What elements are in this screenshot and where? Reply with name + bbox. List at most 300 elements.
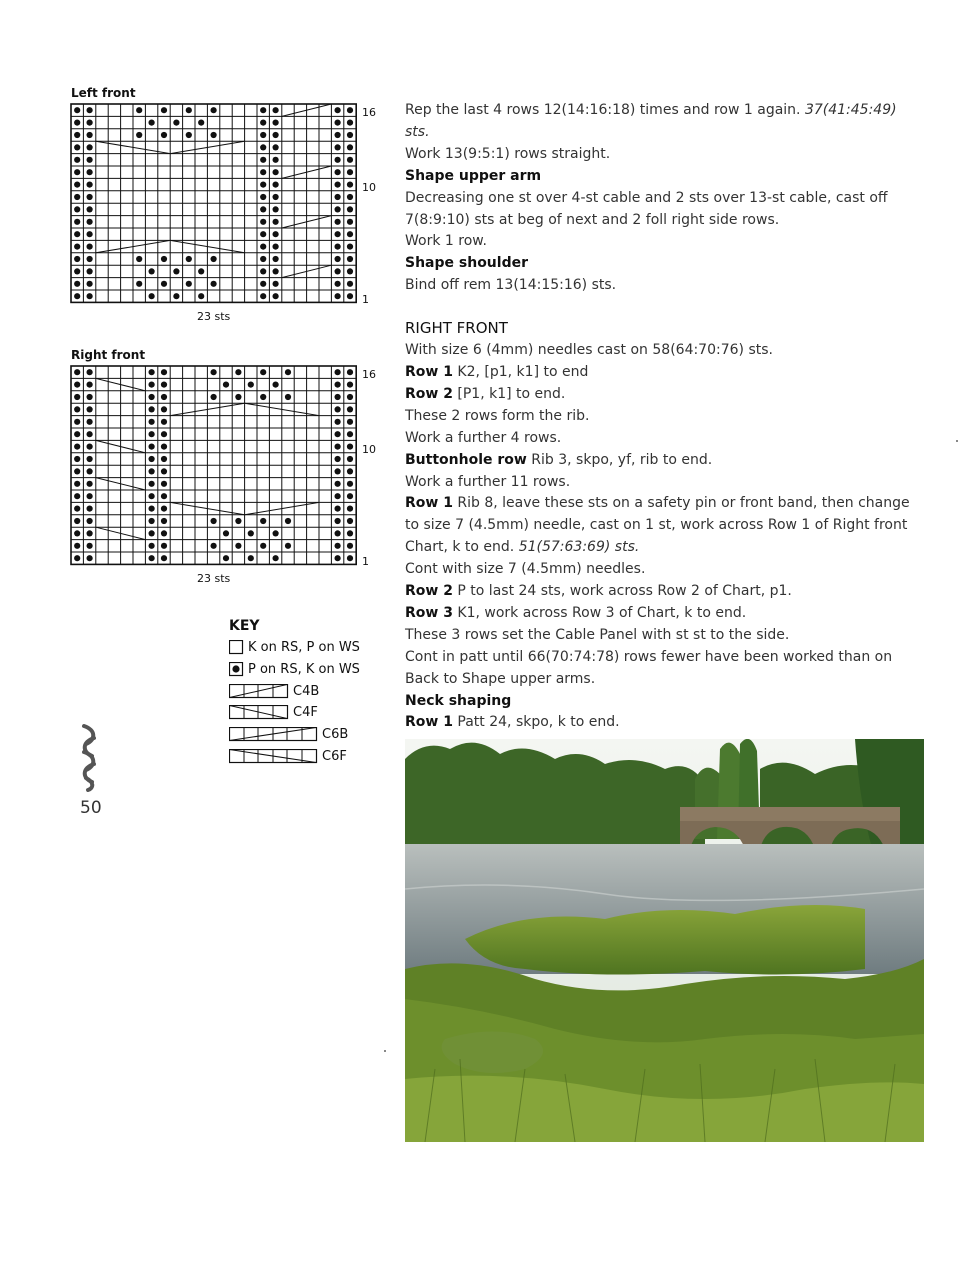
purl-dot: [335, 194, 341, 200]
purl-dot: [273, 206, 279, 212]
text-para: [405, 712, 915, 734]
text-run: Patt 24, skpo, k to end.: [452, 714, 620, 731]
text-run: Rep the last 4 rows 12(14:16:18) times and row 1 again.: [405, 102, 805, 118]
purl-dot: [87, 293, 93, 299]
purl-dot: [161, 369, 167, 375]
text-para: Work a further 4 rows.: [405, 429, 562, 446]
purl-dot: [161, 382, 167, 388]
purl-dot: [161, 555, 167, 561]
purl-dot: [87, 144, 93, 150]
purl-dot: [347, 543, 353, 549]
purl-dot: [347, 506, 353, 512]
purl-dot: [74, 268, 80, 274]
purl-dot: [248, 530, 254, 536]
purl-dot: [161, 444, 167, 450]
purl-dot: [335, 293, 341, 299]
purl-dot: [74, 394, 80, 400]
purl-dot: [347, 268, 353, 274]
row-label: Row 2: [405, 385, 453, 402]
purl-dot: [335, 530, 341, 536]
purl-dot: [273, 382, 279, 388]
purl-dot: [74, 132, 80, 138]
key-label: C6F: [322, 749, 347, 764]
text-para: Work a further 11 rows.: [405, 473, 571, 490]
purl-dot: [335, 468, 341, 474]
purl-dot: [87, 107, 93, 113]
purl-dot: [347, 419, 353, 425]
purl-dot: [273, 530, 279, 536]
page-speck: [956, 440, 958, 442]
purl-dot: [173, 268, 179, 274]
purl-dot: [347, 468, 353, 474]
key-item-c6b: [229, 727, 348, 742]
purl-dot: [211, 543, 217, 549]
purl-dot: [347, 169, 353, 175]
key-label: K on RS, P on WS: [248, 640, 360, 655]
purl-dot: [285, 394, 291, 400]
purl-dot: [74, 456, 80, 462]
purl-dot: [211, 518, 217, 524]
purl-dot: [161, 431, 167, 437]
purl-dot: [335, 481, 341, 487]
purl-dot: [335, 369, 341, 375]
purl-dot: [347, 256, 353, 262]
text-run: Rib 8, leave these sts on a safety pin or front band, then change to size 7 (4.5mm) needle, cast on 1 st, work across Row 1 of Right front Chart, k to end.: [405, 495, 910, 556]
purl-dot: [335, 543, 341, 549]
purl-dot: [260, 543, 266, 549]
purl-dot: [87, 244, 93, 250]
key-item-purl: [229, 662, 360, 677]
purl-dot: [273, 194, 279, 200]
row-label: Row 3: [405, 604, 453, 621]
purl-dot: [335, 506, 341, 512]
purl-dot: [335, 107, 341, 113]
purl-dot: [260, 244, 266, 250]
purl-dot: [136, 256, 142, 262]
row-label: Row 1: [405, 714, 453, 731]
purl-dot: [335, 231, 341, 237]
dot-square-icon: [229, 662, 244, 677]
purl-dot: [149, 506, 155, 512]
page-speck: [384, 1050, 386, 1052]
purl-dot: [198, 293, 204, 299]
purl-dot: [335, 120, 341, 126]
purl-dot: [161, 456, 167, 462]
purl-dot: [260, 132, 266, 138]
purl-dot: [161, 394, 167, 400]
purl-dot: [223, 382, 229, 388]
purl-dot: [74, 244, 80, 250]
purl-dot: [347, 394, 353, 400]
purl-dot: [260, 157, 266, 163]
text-run: 51(57:63:69) sts.: [518, 539, 640, 556]
purl-dot: [74, 144, 80, 150]
purl-dot: [136, 281, 142, 287]
right-row-label-1: 1: [362, 555, 369, 568]
purl-dot: [335, 555, 341, 561]
purl-dot: [260, 144, 266, 150]
c4b-icon: [229, 684, 289, 699]
text-para: [405, 384, 915, 406]
purl-dot: [149, 382, 155, 388]
text-para: [405, 581, 915, 603]
purl-dot: [335, 256, 341, 262]
purl-dot: [161, 256, 167, 262]
right-front-chart: [70, 365, 358, 566]
purl-dot: [248, 382, 254, 388]
purl-dot: [235, 518, 241, 524]
purl-dot: [74, 468, 80, 474]
section-heading: Shape upper arm: [405, 167, 542, 184]
purl-dot: [347, 231, 353, 237]
purl-dot: [74, 518, 80, 524]
purl-dot: [74, 555, 80, 561]
purl-dot: [347, 107, 353, 113]
text-para: Decreasing one st over 4-st cable and 2 sts over 13-st cable, cast off 7(8:9:10) sts at beg of next and 2 foll right side rows.: [405, 189, 888, 228]
purl-dot: [74, 406, 80, 412]
purl-dot: [74, 543, 80, 549]
key-label: C6B: [322, 727, 349, 742]
purl-dot: [273, 120, 279, 126]
purl-dot: [211, 281, 217, 287]
purl-dot: [347, 244, 353, 250]
purl-dot: [74, 431, 80, 437]
purl-dot: [149, 293, 155, 299]
purl-dot: [273, 157, 279, 163]
purl-dot: [273, 107, 279, 113]
purl-dot: [87, 169, 93, 175]
purl-dot: [223, 555, 229, 561]
purl-dot: [260, 182, 266, 188]
purl-dot: [161, 406, 167, 412]
purl-dot: [173, 293, 179, 299]
purl-dot: [87, 518, 93, 524]
purl-dot: [149, 468, 155, 474]
purl-dot: [347, 157, 353, 163]
text-run: K2, [p1, k1] to end: [452, 363, 589, 380]
purl-dot: [74, 169, 80, 175]
key-label: P on RS, K on WS: [248, 662, 360, 677]
purl-dot: [347, 555, 353, 561]
text-run: K1, work across Row 3 of Chart, k to end.: [452, 604, 747, 621]
row-label: Row 1: [405, 495, 453, 512]
purl-dot: [335, 206, 341, 212]
purl-dot: [161, 518, 167, 524]
text-para: Cont in patt until 66(70:74:78) rows fewer have been worked than on Back to Shape upper arms.: [405, 648, 893, 687]
section-heading: Neck shaping: [405, 692, 512, 709]
purl-dot: [186, 256, 192, 262]
text-para: Cont with size 7 (4.5mm) needles.: [405, 561, 646, 578]
text-run: P to last 24 sts, work across Row 2 of Chart, p1.: [452, 583, 792, 600]
purl-dot: [149, 493, 155, 499]
purl-dot: [260, 169, 266, 175]
purl-dot: [87, 444, 93, 450]
purl-dot: [347, 206, 353, 212]
purl-dot: [87, 419, 93, 425]
text-para: Work 1 row.: [405, 233, 487, 250]
purl-dot: [273, 144, 279, 150]
purl-dot: [260, 293, 266, 299]
purl-dot: [347, 493, 353, 499]
purl-dot: [87, 194, 93, 200]
purl-dot: [335, 419, 341, 425]
purl-dot: [149, 419, 155, 425]
section-heading: Shape shoulder: [405, 255, 528, 272]
purl-dot: [161, 543, 167, 549]
purl-dot: [74, 281, 80, 287]
text-para: These 2 rows form the rib.: [405, 407, 590, 424]
purl-dot: [149, 555, 155, 561]
purl-dot: [335, 444, 341, 450]
purl-dot: [335, 394, 341, 400]
purl-dot: [136, 107, 142, 113]
purl-dot: [161, 530, 167, 536]
purl-dot: [87, 219, 93, 225]
text-run: Rib 3, skpo, yf, rib to end.: [526, 451, 713, 468]
purl-dot: [74, 530, 80, 536]
purl-dot: [347, 382, 353, 388]
purl-dot: [260, 120, 266, 126]
text-para: With size 6 (4mm) needles cast on 58(64:70:76) sts.: [405, 342, 773, 359]
river-bridge-photo: [405, 739, 924, 1142]
left-front-chart: [70, 103, 358, 304]
purl-dot: [149, 456, 155, 462]
purl-dot: [87, 369, 93, 375]
purl-dot: [248, 555, 254, 561]
text-para: Bind off rem 13(14:15:16) sts.: [405, 277, 617, 294]
purl-dot: [74, 493, 80, 499]
row-label: Buttonhole row: [405, 451, 527, 468]
purl-dot: [74, 182, 80, 188]
purl-dot: [285, 543, 291, 549]
purl-dot: [273, 555, 279, 561]
purl-dot: [74, 444, 80, 450]
key-title: KEY: [229, 618, 260, 634]
key-item-c4b: [229, 684, 319, 699]
purl-dot: [161, 419, 167, 425]
purl-dot: [74, 506, 80, 512]
purl-dot: [74, 120, 80, 126]
text-para: [405, 603, 915, 625]
c6b-icon: [229, 727, 318, 742]
pattern-text: [405, 100, 915, 734]
row-label: Row 2: [405, 583, 453, 600]
purl-dot: [335, 244, 341, 250]
purl-dot: [347, 431, 353, 437]
purl-dot: [74, 219, 80, 225]
purl-dot: [173, 120, 179, 126]
purl-dot: [74, 157, 80, 163]
c4f-icon: [229, 705, 289, 720]
purl-dot: [347, 444, 353, 450]
purl-dot: [347, 456, 353, 462]
purl-dot: [74, 382, 80, 388]
purl-dot: [347, 406, 353, 412]
purl-dot: [87, 256, 93, 262]
purl-dot: [347, 194, 353, 200]
purl-dot: [260, 268, 266, 274]
key-item-c6f: [229, 749, 347, 764]
purl-dot: [198, 268, 204, 274]
key-item-knit: [229, 640, 360, 655]
purl-dot: [74, 256, 80, 262]
purl-dot: [335, 219, 341, 225]
row-label: Row 1: [405, 363, 453, 380]
purl-dot: [347, 132, 353, 138]
left-row-label-16: 16: [362, 106, 376, 119]
purl-dot: [74, 369, 80, 375]
purl-dot: [260, 194, 266, 200]
right-width-label: 23 sts: [197, 572, 231, 585]
purl-dot: [149, 543, 155, 549]
purl-dot: [235, 543, 241, 549]
purl-dot: [347, 530, 353, 536]
purl-dot: [74, 107, 80, 113]
purl-dot: [87, 132, 93, 138]
purl-dot: [260, 231, 266, 237]
purl-dot: [87, 506, 93, 512]
purl-dot: [87, 530, 93, 536]
purl-dot: [260, 369, 266, 375]
purl-dot: [211, 394, 217, 400]
purl-dot: [198, 120, 204, 126]
purl-dot: [260, 256, 266, 262]
purl-dot: [273, 132, 279, 138]
purl-dot: [87, 543, 93, 549]
purl-dot: [335, 456, 341, 462]
purl-dot: [149, 406, 155, 412]
purl-dot: [260, 107, 266, 113]
left-width-label: 23 sts: [197, 310, 231, 323]
purl-dot: [235, 394, 241, 400]
purl-dot: [149, 518, 155, 524]
purl-dot: [235, 369, 241, 375]
text-para: [405, 493, 915, 559]
text-para: [405, 450, 915, 472]
purl-dot: [161, 481, 167, 487]
text-run: 37(41:45:49) sts.: [405, 102, 897, 140]
purl-dot: [347, 182, 353, 188]
purl-dot: [149, 394, 155, 400]
purl-dot: [273, 293, 279, 299]
purl-dot: [87, 406, 93, 412]
purl-dot: [273, 169, 279, 175]
purl-dot: [136, 132, 142, 138]
purl-dot: [335, 144, 341, 150]
purl-dot: [347, 144, 353, 150]
purl-dot: [260, 281, 266, 287]
purl-dot: [347, 219, 353, 225]
purl-dot: [335, 382, 341, 388]
purl-dot: [87, 431, 93, 437]
purl-dot: [335, 281, 341, 287]
purl-dot: [149, 530, 155, 536]
purl-dot: [335, 157, 341, 163]
purl-dot: [74, 194, 80, 200]
purl-dot: [87, 206, 93, 212]
purl-dot: [260, 219, 266, 225]
left-row-label-1: 1: [362, 293, 369, 306]
purl-dot: [161, 281, 167, 287]
purl-dot: [74, 419, 80, 425]
purl-dot: [347, 281, 353, 287]
text-para: [405, 100, 915, 144]
text-para: [405, 362, 915, 384]
purl-dot: [149, 369, 155, 375]
purl-dot: [260, 206, 266, 212]
purl-dot: [335, 268, 341, 274]
purl-dot: [335, 493, 341, 499]
text-run: [P1, k1] to end.: [452, 385, 566, 402]
key-label: C4B: [293, 684, 320, 699]
purl-dot: [223, 530, 229, 536]
purl-dot: [211, 256, 217, 262]
purl-dot: [87, 382, 93, 388]
purl-dot: [211, 132, 217, 138]
purl-dot: [149, 268, 155, 274]
purl-dot: [273, 182, 279, 188]
purl-dot: [161, 468, 167, 474]
purl-dot: [335, 406, 341, 412]
cable-chain-icon: [78, 722, 102, 792]
purl-dot: [149, 481, 155, 487]
section-heading: RIGHT FRONT: [405, 319, 508, 338]
purl-dot: [273, 219, 279, 225]
purl-dot: [161, 493, 167, 499]
purl-dot: [87, 268, 93, 274]
purl-dot: [347, 293, 353, 299]
key-item-c4f: [229, 705, 318, 720]
purl-dot: [74, 231, 80, 237]
purl-dot: [260, 518, 266, 524]
text-para: Work 13(9:5:1) rows straight.: [405, 145, 611, 162]
left-row-label-10: 10: [362, 181, 376, 194]
text-para: These 3 rows set the Cable Panel with st st to the side.: [405, 626, 790, 643]
purl-dot: [273, 256, 279, 262]
purl-dot: [273, 244, 279, 250]
purl-dot: [161, 132, 167, 138]
purl-dot: [335, 169, 341, 175]
purl-dot: [87, 281, 93, 287]
purl-dot: [74, 206, 80, 212]
purl-dot: [186, 281, 192, 287]
purl-dot: [149, 120, 155, 126]
purl-dot: [87, 555, 93, 561]
purl-dot: [87, 231, 93, 237]
purl-dot: [161, 107, 167, 113]
right-row-label-16: 16: [362, 368, 376, 381]
purl-dot: [87, 481, 93, 487]
purl-dot: [87, 456, 93, 462]
purl-dot: [211, 369, 217, 375]
purl-dot: [186, 132, 192, 138]
key-label: C4F: [293, 705, 318, 720]
purl-dot: [335, 431, 341, 437]
purl-dot: [260, 394, 266, 400]
purl-dot: [149, 431, 155, 437]
purl-dot: [211, 107, 217, 113]
purl-dot: [273, 231, 279, 237]
purl-dot: [74, 481, 80, 487]
purl-dot: [87, 394, 93, 400]
purl-dot: [285, 518, 291, 524]
page-number: 50: [80, 798, 102, 818]
purl-dot: [335, 132, 341, 138]
left-chart-title: Left front: [71, 86, 136, 100]
purl-dot: [347, 481, 353, 487]
purl-dot: [74, 293, 80, 299]
purl-dot: [87, 182, 93, 188]
